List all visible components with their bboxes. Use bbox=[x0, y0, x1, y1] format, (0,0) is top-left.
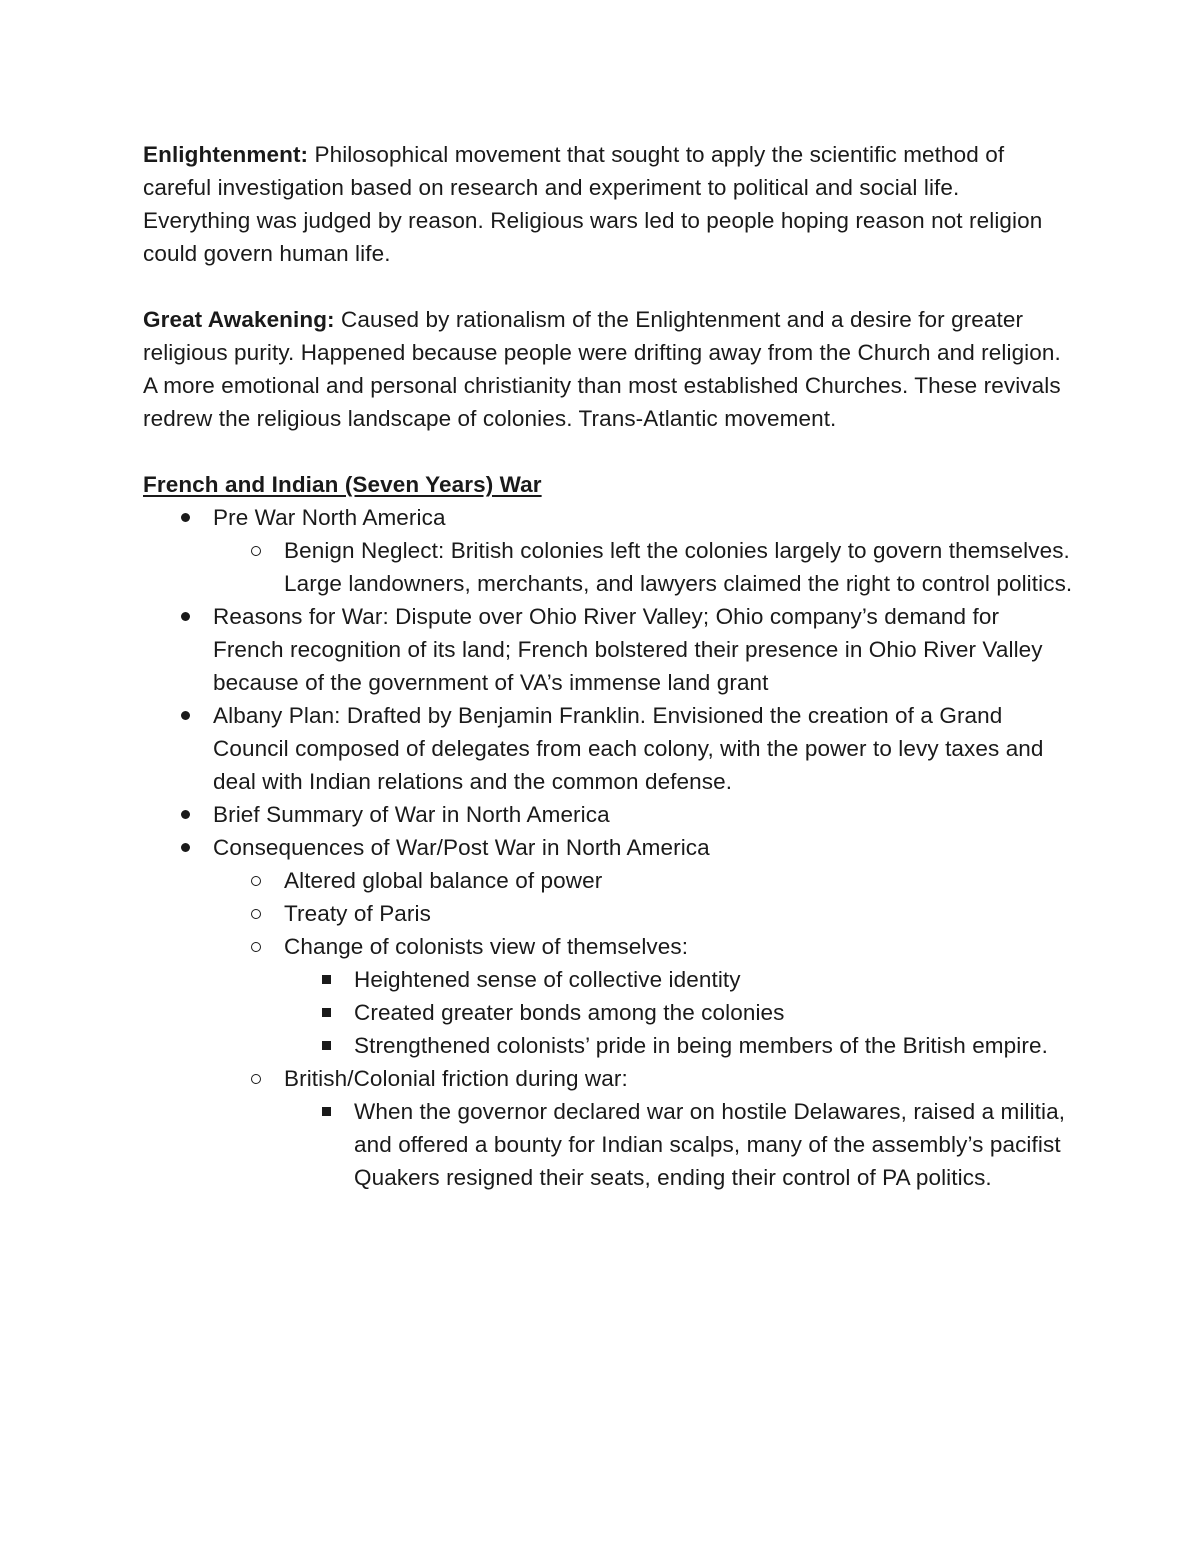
list-item-text: Benign Neglect: British colonies left the colonies largely to govern themselves. Large landowners, merchants, and lawyers claimed the right to control politics. bbox=[284, 538, 1073, 596]
great-awakening-definition: Caused by rationalism of the Enlightenment and a desire for greater religious purity. Happened because people were drifting away from the Church and religion. A more emotional and personal christianity than most established Churches. These revivals redrew the religious landscape of colonies. Trans-Atlantic movement. bbox=[143, 307, 1061, 431]
bullet-disc-icon bbox=[181, 612, 190, 621]
enlightenment-definition: Philosophical movement that sought to apply the scientific method of careful investigation based on research and experiment to political and social life. Everything was judged by reason. Religious wars led to people hoping reason not religion could govern human life. bbox=[143, 142, 1043, 266]
list-item bbox=[213, 897, 1073, 930]
list-item-text: Change of colonists view of themselves: bbox=[284, 934, 689, 959]
list-item-text: Strengthened colonists’ pride in being members of the British empire. bbox=[354, 1033, 1048, 1058]
bullet-circle-icon bbox=[251, 876, 261, 886]
list-item-text: Reasons for War: Dispute over Ohio River Valley; Ohio company’s demand for French recognition of its land; French bolstered their presence in Ohio River Valley because of the government of VA’s immense land grant bbox=[213, 604, 1043, 695]
list-item-text: Pre War North America bbox=[213, 505, 446, 530]
list-item bbox=[143, 798, 1073, 831]
list-item bbox=[213, 534, 1073, 600]
list-item-text: Created greater bonds among the colonies bbox=[354, 1000, 785, 1025]
war-outline-list bbox=[143, 501, 1073, 1194]
list-item bbox=[213, 1062, 1073, 1194]
list-item-text: When the governor declared war on hostile Delawares, raised a militia, and offered a bounty for Indian scalps, many of the assembly’s pacifist Quakers resigned their seats, ending their control of PA politics. bbox=[354, 1099, 1066, 1190]
bullet-square-icon bbox=[322, 1107, 331, 1116]
list-item bbox=[284, 1029, 1073, 1062]
bullet-circle-icon bbox=[251, 546, 261, 556]
enlightenment-term: Enlightenment: bbox=[143, 142, 309, 167]
list-item-text: Albany Plan: Drafted by Benjamin Franklin. Envisioned the creation of a Grand Council composed of delegates from each colony, with the power to levy taxes and deal with Indian relations and the common defense. bbox=[213, 703, 1044, 794]
list-item-text: Consequences of War/Post War in North America bbox=[213, 835, 710, 860]
bullet-square-icon bbox=[322, 1008, 331, 1017]
bullet-square-icon bbox=[322, 975, 331, 984]
bullet-circle-icon bbox=[251, 942, 261, 952]
sub-sub-list bbox=[284, 1095, 1073, 1194]
list-item bbox=[284, 963, 1073, 996]
great-awakening-term: Great Awakening: bbox=[143, 307, 335, 332]
sub-list bbox=[213, 864, 1073, 1194]
bullet-disc-icon bbox=[181, 711, 190, 720]
list-item-text: Treaty of Paris bbox=[284, 901, 431, 926]
bullet-circle-icon bbox=[251, 1074, 261, 1084]
list-item-text: Heightened sense of collective identity bbox=[354, 967, 741, 992]
bullet-circle-icon bbox=[251, 909, 261, 919]
bullet-square-icon bbox=[322, 1041, 331, 1050]
bullet-disc-icon bbox=[181, 513, 190, 522]
sub-list bbox=[213, 534, 1073, 600]
list-item bbox=[143, 699, 1073, 798]
document-page bbox=[143, 138, 1073, 1194]
bullet-disc-icon bbox=[181, 843, 190, 852]
list-item bbox=[143, 501, 1073, 600]
war-section-heading: French and Indian (Seven Years) War bbox=[143, 472, 542, 497]
list-item bbox=[143, 831, 1073, 1194]
list-item bbox=[213, 930, 1073, 1062]
list-item bbox=[213, 864, 1073, 897]
sub-sub-list bbox=[284, 963, 1073, 1062]
list-item bbox=[284, 1095, 1073, 1194]
list-item-text: British/Colonial friction during war: bbox=[284, 1066, 628, 1091]
list-item-text: Brief Summary of War in North America bbox=[213, 802, 610, 827]
list-item-text: Altered global balance of power bbox=[284, 868, 603, 893]
great-awakening-paragraph bbox=[143, 303, 1073, 435]
bullet-disc-icon bbox=[181, 810, 190, 819]
enlightenment-paragraph bbox=[143, 138, 1073, 270]
list-item bbox=[284, 996, 1073, 1029]
list-item bbox=[143, 600, 1073, 699]
